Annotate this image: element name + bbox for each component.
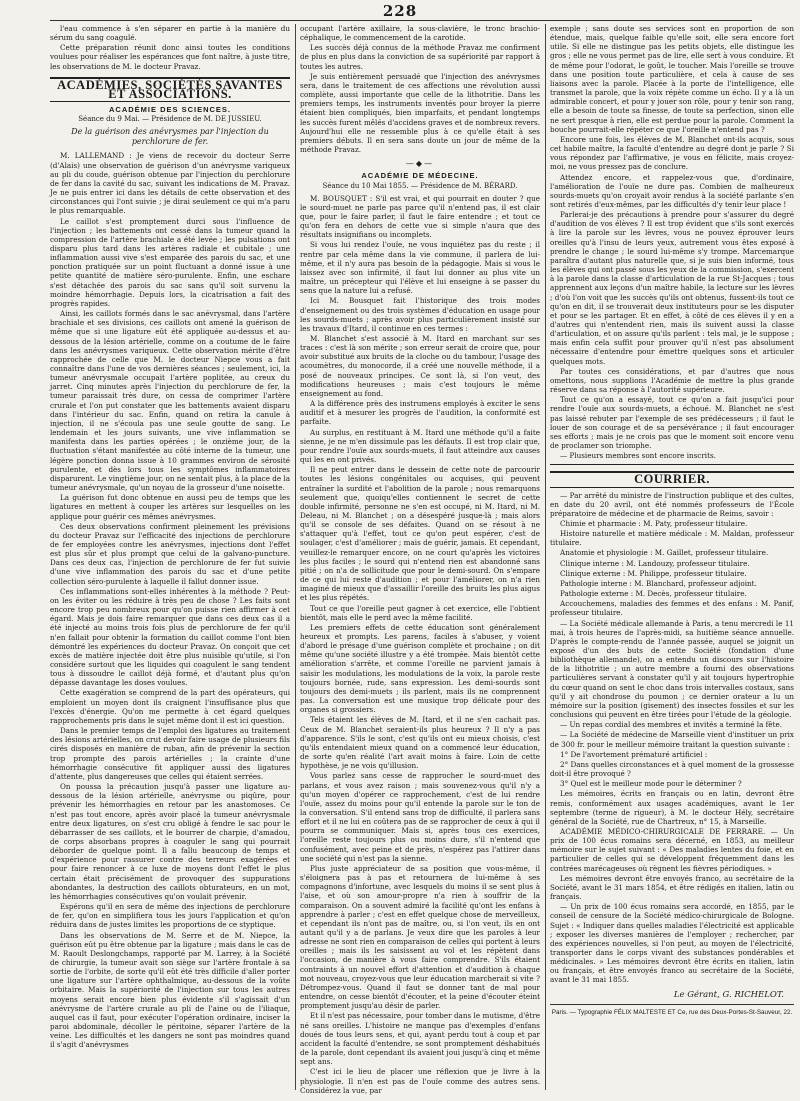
paragraph: — Un repas cordial des membres et invités a terminé la fête. [560, 720, 782, 730]
paragraph: Plus juste appréciateur de sa position que vous-même, il s'éloignera pas à pas et retournera de lui-même à ses compagnons d'infortune, avec lesquels du moins il se sent plus à l'aise, et où son amour-propre n'a rien à souffrir de la comparaison. On a souvent admiré la facilité qu'ont les enfans à apprendre à parler ; c'est en effet quelque chose de merveilleux, et cependant ils n'ont pas de maître, ou, si l'on veut, ils en ont autant qu'il y a de parlans. Je veux dire que les paroles à leur adresse ne sont rien en comparaison de celles qui portent à leurs oreilles ; mais ils les saisissent au vol et les répètent dans l'occasion, de manière à vous faire comprendre. S'ils étaient contraints à un nouvel effort d'attention et d'audition à chaque mot nouveau, croyez-vous que leur éducation marcherait si vite ? Détrompez-vous. Quand il faut se donner tant de mal pour entendre, on cesse bientôt d'écouter, et la peine d'écouter éteint promptement jusqu'au désir de parler. [300, 863, 540, 1011]
page-number: 228 [382, 2, 418, 20]
session-line: Séance du 10 Mai 1855. — Présidence de M. BÉRARD. [322, 181, 518, 190]
signature-line: Le Gérant, G. RICHELOT. [673, 989, 784, 1000]
paragraph: exemple ; sans doute ses services sont en proportion de son étendue, mais, quelque faible qu'elle soit, elle sera encore fort utile. Si elle ne distingue pas les petits objets, elle distingue les gros ; elle ne vous permet pas de lire, elle sert à vous conduire. Et de même pour l'odorat, le goût, le toucher. Mais l'oreille se trouve dans une position toute particulière, et cela à cause de ses liaisons avec la parole. Placée à la porte de l'intelligence, elle transmet la parole, que la voix répète comme un écho. Il y a là un admirable concert, et pour y jouer son rôle, pour y tenir son rang, elle a besoin de toute sa finesse, de toute sa perfection, sinon elle ne sert presque à rien, elle est perdue pour la parole. Comment la bouche pourrait-elle répéter ce que l'oreille n'entend pas ? [550, 24, 794, 134]
paragraph: Espérons qu'il en sera de même des injections de perchlorure de fer, qu'on en simplifiera tous les jours l'application et qu'on réduira dans de justes limites les proportions de ce styptique. [50, 902, 290, 930]
appointment-line: Anatomie et physiologie : M. Gaillet, professeur titulaire. [560, 548, 769, 558]
paragraph: 2° Dans quelles circonstances et à quel moment de la grossesse doit-il être provoqué ? [550, 759, 794, 779]
column-divider [545, 24, 546, 1090]
academy-heading: ACADÉMIE DES SCIENCES. [108, 105, 232, 115]
appointment-line: Pathologie externe : M. Decès, professeur titulaire. [560, 589, 747, 599]
academy-heading: ACADÉMIE DE MÉDECINE. [361, 171, 479, 181]
column-left [50, 24, 290, 1090]
paragraph: Les mémoires, écrits en français ou en latin, devront être remis, conformément aux usages académiques, avant le 1er septembre (terme de rigueur), à M. le docteur Hély, secrétaire général de la Société, rue de Chartreux, n° 15, à Marseille. [550, 789, 794, 826]
paragraph: Cette exagération se comprend de la part des opérateurs, qui emploient un moyen dont ils craignent l'insuffisance plus que l'excès d'énergie. Qu'on me permette à cet égard quelques rapprochements pris dans le sujet même dont il est ici question. [50, 688, 290, 725]
printer-imprint: Paris. — Typographie FÉLIX MALTESTE ET Ce, rue des Deux-Portes-St-Sauveur, 22. [550, 1004, 794, 1017]
paragraph: Dans le premier temps de l'emploi des ligatures au traitement des lésions artérielles, on crut devoir faire usage de plusieurs fils cirés disposés en manière de ruban, afin de prévenir la section trop prompte des parois artérielles ; la crainte d'une hémorrhagie consécutive fit appliquer aussi des ligatures d'attente, plus dangereuses que celles qui étaient serrées. [50, 726, 290, 781]
paragraph: Tout ce que l'oreille peut gagner à cet exercice, elle l'obtient bientôt, mais elle le perd avec la même facilité. [300, 603, 540, 622]
appointment-line: Histoire naturelle et matière médicale : M. Maldan, professeur titulaire. [550, 529, 794, 548]
appointment-line: Pathologie interne : M. Blanchard, professeur adjoint. [560, 578, 757, 588]
paragraph: Dans les observations de M. Serre et de M. Niepce, la guérison eût pu être obtenue par la ligature ; mais dans le cas de M. Raoult Deslongchamps, rapporté par M. Larrey, à la Société de chirurgie, la tumeur avait son siège sur l'artère frontale à sa sortie de l'orbite, de sorte qu'il eût été très difficile d'aller porter une ligature sur l'artère ophthalmique, au-dessous de la voûte orbitaire. Mais la supériorité de l'injection sur tous les autres moyens serait encore bien plus évidente s'il s'agissait d'un anévrysme de l'artère crurale au pli de l'aine ou de l'iliaque, auquel cas il faut, pour exécuter l'opération ordinaire, inciser la paroi abdominale, décoller le péritoine, séparer l'artère de la veine. Les difficultés et les dangers ne sont pas moindres quand il s'agit d'anévrysmes [50, 930, 290, 1050]
appointment-line: Chimie et pharmacie : M. Paty, professeur titulaire. [560, 518, 748, 528]
ornament-divider: —◆— [405, 159, 435, 169]
column-right [550, 24, 794, 1090]
paragraph: C'est ici le lieu de placer une réflexion que je livre à la physiologie. Il n'en est pas de l'ouïe comme des autres sens. Considérez la vue, par [300, 1067, 540, 1095]
paragraph: — Plusieurs membres sont encore inscrits. [560, 451, 716, 461]
paragraph: Ces deux observations confirment pleinement les prévisions du docteur Pravaz sur l'efficacité des injections de perchlorure de fer employées contre les anévrysmes, injections dont l'effet est plus sûr et plus prompt que celui de la galvano-puncture. Dans ces deux cas, l'injection de perchlorure de fer fut suivie d'une vive inflammation des parois du sac et d'une petite collection séro-purulente à laquelle il fallut donner issue. [50, 521, 290, 586]
paragraph: 3° Quel est le meilleur mode pour le déterminer ? [560, 779, 742, 789]
paragraph: Et il n'est pas nécessaire, pour tomber dans le mutisme, d'être né sans oreilles. L'histoire ne manque pas d'exemples d'enfans doués de tous leurs sens, et qui, ayant perdu tout à coup et par accident la faculté d'entendre, se sont promptement déshabitués de la parole, dont cependant ils avaient joui jusqu'à cinq et même sept ans. [300, 1011, 541, 1067]
paragraph: Si vous lui rendez l'ouïe, ne vous inquiétez pas du reste ; il rentre par cela même dans la vie commune, il parlera de lui-même, et il n'y aura pas besoin de la pédagogie. Mais si vous le laissez avec son infirmité, il faut lui donner au plus vite un maître, un précepteur qui l'élève et lui enseigne à se passer du sens que la nature lui a refusé. [300, 240, 540, 296]
paragraph: Tout ce qu'on a essayé, tout ce qu'on a fait jusqu'ici pour rendre l'ouïe aux sourds-muets, a échoué. M. Blanchet ne s'est pas laissé rebuter par l'exemple de ses prédécesseurs ; il faut le louer de son courage et de sa persévérance ; il faut encourager ses efforts ; mais je ne crois pas que le moment soit encore venu de proclamer son triomphe. [550, 395, 794, 451]
paragraph: l'eau commence à s'en séparer en partie à la manière du sérum du sang coagulé. [50, 24, 290, 43]
paragraph: Les mémoires devront être envoyés franco, au secrétaire de la Société, avant le 31 mars 1854, et être rédigés en italien, latin ou français. [550, 873, 794, 902]
column-divider [295, 24, 296, 1090]
header-rule [50, 20, 752, 21]
paragraph: 1° De l'avortement prématuré artificiel : [560, 749, 708, 759]
section-rule [550, 464, 794, 465]
paragraph: A la différence près des instrumens employés à exciter le sens auditif et à mesurer les progrès de l'audition, la conformité est parfaite. [300, 399, 540, 427]
paragraph: Attendez encore, et rappelez-vous que, d'ordinaire, l'amélioration de l'ouïe ne dure pas. Combien de malheureux sourds-muets qu'on croyait avoir rendus à la société parlante s'en sont retirés d'eux-mêmes, par les difficultés d'y tenir leur place ! [550, 172, 794, 209]
paragraph: Les succès déjà connus de la méthode Pravaz me confirment de plus en plus dans la conviction de sa supériorité par rapport à toutes les autres. [300, 43, 540, 71]
paragraph: Le caillot s'est promptement durci sous l'influence de l'injection ; les battements ont cessé dans la tumeur quand la compression de l'artère brachiale a été levée ; les pulsations ont disparu plus tard dans les artères radiale et cubitale ; une inflammation aussi vive s'est emparée des parois du sac, et une ponction pratiquée sur un point fluctuant a donné issue à une petite quantité de matière séro-purulente. Enfin, une eschare s'est détachée des parois du sac sans qu'il soit survenu la moindre hémorrhagie. Depuis lors, la cicatrisation a fait des progrès rapides. [50, 216, 290, 308]
appointment-line: Clinique externe : M. Philippe, professeur titulaire. [560, 568, 747, 578]
paragraph: Vous parlez sans cesse de rapprocher le sourd-muet des parlans, et vous avez raison ; mais souvenez-vous qu'il n'y a qu'un moyen d'opérer ce rapprochement, c'est de lui rendre l'ouïe, assez du moins pour qu'il entende la parole sur le ton de la conversation. S'il entend sans trop de difficulté, il parlera sans effort et il ne lui en coûtera pas de se rapprocher de ceux à qui il pourra se communiquer. Mais si, après tous ces exercices, l'oreille reste toujours plus ou moins dure, s'il n'entend que confusément, avec peine et de près, n'espérez pas l'attirer dans une société qui n'est pas la sienne. [300, 771, 540, 863]
paragraph: — Par arrêté du ministre de l'instruction publique et des cultes, en date du 20 avril, ont été nommés professeurs de l'École préparatoire de médecine et de pharmacie de Reims, savoir : [550, 490, 794, 518]
paragraph: — La Société médicale allemande à Paris, a tenu mercredi le 11 mai, à trois heures de l'après-midi, sa huitième séance annuelle. D'après le compte-rendu de l'année passée, auquel se joignit un exposé d'un des buts de cette Société (fondation d'une bibliothèque allemande), on a entendu un discours sur l'histoire de la lithotritie ; un autre membre a fourni des observations particulières servant à constater qu'il y ait toujours hypertrophie du cœur quand on sent le choc dans trois intervalles costaux, sans qu'il y ait chondrose du poumon ; ce dernier orateur a lu un mémoire sur la position (gisement) des insectes fossiles et sur les conclusions qui peuvent en être tirées pour l'étude de la géologie. [550, 618, 794, 720]
section-title: ACADÉMIES, SOCIÉTÉS SAVANTES ET ASSOCIATIONS. [50, 77, 290, 102]
paragraph: M. LALLEMAND : Je viens de recevoir du docteur Serre (d'Alais) une observation de guérison d'un anévrysme variqueux au pli du coude, guérison obtenue par l'injection du perchlorure de fer dans la cavité du sac, suivant les indications de M. Pravaz. Je ne puis entrer ici dans les détails de cette observation et des circonstances qui l'ont suivie ; je dirai seulement ce qui m'a paru le plus remarquable. [50, 151, 290, 216]
paragraph: ACADÉMIE MÉDICO-CHIRURGICALE DE FERRARE. — Un prix de 100 écus romains sera décerné, en 1853, au meilleur mémoire sur le sujet suivant : « Des maladies lentes du foie, et en particulier de celles qui se développent fréquemment dans les contrées marécageuses où règnent les fièvres périodiques. » [550, 826, 794, 873]
paragraph: Tels étaient les élèves de M. Itard, et il ne s'en cachait pas. Ceux de M. Blanchet seraient-ils plus heureux ? Il n'y a pas d'apparence. S'ils le sont, c'est qu'ils ont eu mieux choisis, c'est qu'ils entendaient mieux quand on a commencé leur éducation, de sorte qu'en réalité l'art avait moins à faire. Loin de cette hypothèse, je ne vois qu'illusion. [300, 715, 540, 771]
paragraph: On poussa la précaution jusqu'à passer une ligature au-dessous de la lésion artérielle, anévrysme ou piqûre, pour prévenir les hémorrhagies en retour par les anastomoses. Ce n'est pas tout encore, après avoir placé la tumeur anévrysmale entre deux ligatures, on s'est cru obligé à fendre le sac pour le débarrasser de ses caillots, et le bourrer de charpie, d'amadou, de corps absorbans propres à coaguler le sang qui pourrait déborder de quelque point. Il a fallu beaucoup de temps et d'expérience pour rassurer contre des terreurs exagérées et pour faire renoncer à ce luxe de moyens dont l'effet le plus certain était précisément de provoquer des suppurations abondantes, la destruction des caillots obturateurs, en un mot, les hémorrhagies consécutives qu'on voulait prévenir. [50, 782, 290, 901]
paragraph: Encore une fois, les élèves de M. Blanchet ont-ils acquis, sous cet habile maître, la faculté d'entendre au degré dont je parle ? Si vous répondez par l'affirmative, je vous en félicite, mais croyez-moi, ne vous pressez pas de conclure. [550, 134, 794, 172]
article-subtitle: De la guérison des anévrysmes par l'injection du perchlorure de fer. [71, 127, 269, 147]
appointment-line: Accouchemens, maladies des femmes et des enfans : M. Panif, professeur titulaire. [550, 599, 794, 618]
paragraph: Les premiers effets de cette éducation sont généralement heureux et prompts. Les parens, faciles à s'abuser, y voient d'abord le présage d'une guérison complète et prochaine ; on dit même qu'une société illustre y a été trompée. Mais bientôt cette amélioration s'arrête, et comme l'oreille ne parvient jamais à saisir les modulations, les modulations de la voix, la parole reste toujours bornée, rude, sans expression. Les demi-sourds sont toujours des demi-muets ; ils parlent, mais ils ne comprennent pas. La conversation est une musique trop délicate pour des organes si grossiers. [300, 622, 540, 715]
paragraph: Cette préparation réunit donc ainsi toutes les conditions voulues pour réaliser les espérances que font naître, à juste titre, les observations de M. le docteur Pravaz. [50, 43, 290, 71]
session-line: Séance du 9 Mai. — Présidence de M. DE JUSSIEU. [78, 115, 262, 124]
column-middle [300, 24, 541, 1095]
appointment-line: Clinique interne : M. Landouzy, professeur titulaire. [560, 558, 750, 568]
paragraph: Au surplus, en restituant à M. Itard une méthode qu'il a faite sienne, je ne m'en dissimule pas les défauts. Il est trop clair que, pour rendre l'ouïe aux sourds-muets, il faut atteindre aux causes qui les en ont privés. [300, 427, 540, 465]
paragraph: — Un prix de 100 écus romains sera accordé, en 1855, par le conseil de censure de la Société médico-chirurgicale de Bologne. Sujet : « Indiquer dans quelles maladies l'électricité est applicable ; exposer les diverses manières de l'employer ; rechercher, par des expériences nouvelles, si l'on peut, au moyen de l'électricité, transporter dans le corps vivant des substances pondérables et médicinales. » Les mémoires devront être écrits en italien, latin ou français, et être envoyés franco au secrétaire de la Société, avant le 31 mai 1855. [550, 902, 794, 985]
paragraph: La guérison fut donc obtenue en aussi peu de temps que les ligatures en mettent à couper les artères sur lesquelles on les applique pour guérir ces mêmes anévrysmes. [50, 493, 290, 521]
paragraph: Parlerai-je des précautions à prendre pour s'assurer du degré d'audition de vos élèves ? Il est trop évident que s'ils sont exercés à lire la parole sur les lèvres, vous ne pouvez éprouver leurs oreilles qu'à l'insu de leurs yeux, autrement vous êtes exposé à prendre le change ; le sourd lui-même s'y trompe. Marcemarque paraîtra d'autant plus naturelle que, si je suis bien informé, tous les élèves qui ont passé sous les yeux de la commission, s'exercent à la parole dans la classe d'articulation de la rue St-Jacques ; tous apprennent aux leçons d'un maître habile, la lecture sur les lèvres ; d'où l'on voit que les succès qu'ils ont obtenus, fussent-ils tout ce qu'on en dit, il se trouverait deux instituteurs pour se les disputer et pour se les partager. Et en effet, à côté de ces élèves il y en a d'autres qui n'entendent rien, mais ils suivent aussi la classe d'articulation, et on assure qu'ils parlent : tels mal, je le suppose ; mais enfin cela suffit pour prouver qu'il n'est pas absolument nécessaire d'entendre pour émettre quelques sons et articuler quelques mots. [550, 210, 794, 366]
paragraph: Ces inflammations sont-elles inhérentes à la méthode ? Peut-on les éviter ou les réduire à très peu de chose ? Les faits sont encore trop peu nombreux pour qu'on puisse rien affirmer à cet égard. Mais je dois faire remarquer que dans ces deux cas il a été injecté au moins trois fois plus de perchlorure de fer qu'il n'en fallait pour obtenir la formation du caillot comme l'ont bien démontré les expériences du docteur Pravaz. On conçoit que cet excès de matière injectée doit être plus nuisible qu'utile, si l'on considère surtout que les liquides qui coagulent le sang tendent tous à dissoudre le caillot déjà formé, et d'autant plus qu'on dépasse davantage les doses voulues. [50, 586, 290, 688]
paragraph: occupant l'artère axillaire, la sous-clavière, le tronc brachio-céphalique, le commencement de la carotide. [300, 24, 540, 43]
paragraph: Je suis entièrement persuadé que l'injection des anévrysmes sera, dans le traitement de ces affections une révolution aussi complète, aussi importante que celle de la lithotritie. Dans les premiers temps, les instruments inventés pour broyer la pierre étaient bien compliqués, bien imparfaits, et pendant longtemps les succès furent mêlés d'accidens graves et de nombreux revers. Aujourd'hui elle ne ressemble plus à ce qu'elle était à ses premiers débuts. Il en sera sans doute un jour de même de la méthode Pravaz. [300, 71, 540, 155]
paragraph: M. BOUSQUET : S'il est vrai, et qui pourrait en douter ? que le sourd-muet ne parle pas parce qu'il n'entend pas, il est clair que, pour le faire parler, il faut le faire entendre ; et tout ce qu'on fera en dehors de cette vue si simple n'aura que des résultats insignifians ou incomplets. [300, 193, 540, 240]
paragraph: — La Société de médecine de Marseille vient d'instituer un prix de 300 fr. pour le meilleur mémoire traitant la question suivante : [550, 730, 794, 749]
paragraph: Par toutes ces considérations, et par d'autres que nous omettons, nous supplions l'Académie de mettre la plus grande réserve dans sa réponse à l'autorité supérieure. [550, 366, 794, 395]
paragraph: Ici M. Bousquet fait l'historique des trois modes d'enseignement ou des trois systèmes d'éducation en usage pour les sourds-muets ; après avoir plus particulièrement insisté sur les travaux d'Itard, il continue en ces termes : [300, 296, 540, 333]
paragraph: Ainsi, les caillots formés dans le sac anévrysmal, dans l'artère brachiale et ses divisions, ces caillots ont amené la guérison de même que si une ligature eût été appliquée au-dessus et au-dessous de la lésion artérielle, comme on a coutume de le faire dans les anévrysmes variqueux. Cette observation mérite d'être rapprochée de celle que M. le docteur Niepce vous a fait connaître dans l'une de vos dernières séances ; seulement, ici, la tumeur anévrysmale occupait l'artère poplitée, au creux du jarret. Cinq minutes après l'injection du perchlorure de fer, la tumeur paraissait très dure, on cessa de comprimer l'artère crurale et l'on put constater que les battements avaient disparu dans l'intérieur du sac. Enfin, quand on retira la canule à injection, il ne s'écoula pas une seule goutte de sang. Le lendemain et les jours suivants, une vive inflammation se manifesta dans les parties opérées ; le onzième jour, de la fluctuation s'étant manifestée au côté interne de la tumeur, une légère ponction donna issue à 10 grammes environ de sérosité purulente, et dès lors tous les symptômes inflammatoires disparurent. Le vingtième jour, on ne sentait plus, à la place de la tumeur anévrysmale, qu'un noyau de la grosseur d'une noisette. [50, 309, 290, 493]
courrier-title: COURRIER. [550, 471, 794, 487]
paragraph: Il ne peut entrer dans le dessein de cette note de parcourir toutes les lésions congénitales ou acquises, qui peuvent entraîner la surdité et l'abolition de la parole ; nous remarquons seulement que, quoiqu'elles contiennent le secret de cette double infirmité, personne ne s'en est occupé, ni M. Itard, ni M. Deleau, ni M. Blanchet ; on a désespéré jusque-là ; mais alors qu'il se console de ses défaites. Quand on se résout à ne s'attaquer qu'à l'effet, tout ce qu'on peut espérer, c'est de soulager, c'est d'améliorer ; mais de guérir, jamais. Et cependant, veuillez-le remarquer encore, on ne court qu'après les victoires les plus faciles ; le sourd qui n'entend rien est abandonné sans pitié ; on n'a de sollicitude que pour le demi-sourd. On s'empare de ce qui lui reste d'audition ; et pour l'améliorer, on n'a rien imaginé de mieux que d'assaillir l'oreille des bruits les plus aigus et les plus répétés. [300, 465, 540, 603]
paragraph: M. Blanchet s'est associé à M. Itard en marchant sur ses traces : c'est là son mérite ; son erreur serait de croire que, pour avoir substitué aux bruits de la cloche ou du tambour, l'usage des acoumètres, du monocorde, il a créé une nouvelle méthode, il a posé de nouveaux principes. Ce sont là, si l'on veut, des modifications heureuses ; mais c'est toujours le même enseignement au fond. [300, 334, 540, 398]
